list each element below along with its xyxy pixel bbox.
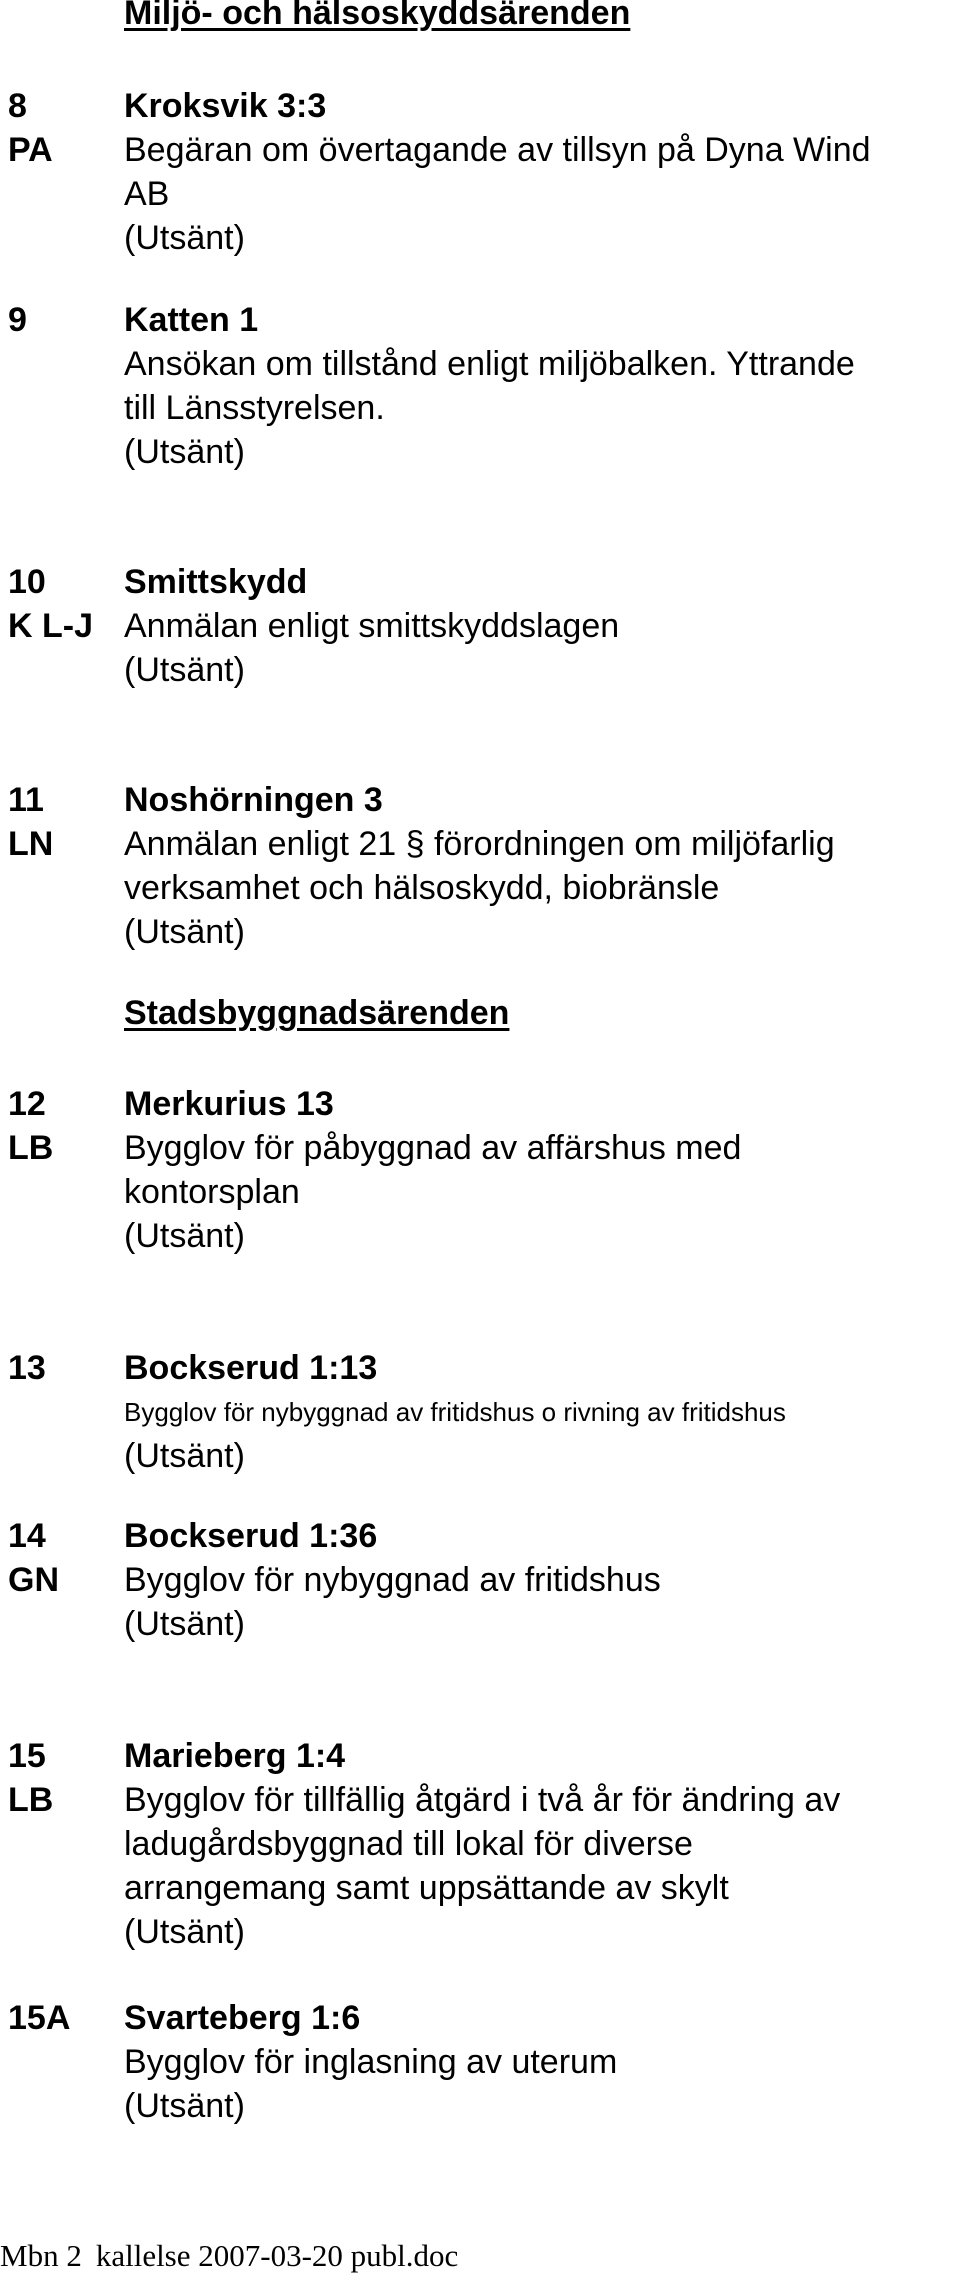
item-status: (Utsänt)	[124, 2087, 245, 2125]
list-item	[0, 84, 960, 260]
item-title: Bockserud 1:36	[124, 1517, 378, 1555]
footer-board: Mbn 2	[0, 2238, 82, 2273]
item-number: 9	[8, 301, 27, 339]
footer-filename: kallelse 2007-03-20 publ.doc	[95, 2238, 459, 2273]
item-number: 15	[8, 1737, 46, 1775]
item-text: ladugårdsbyggnad till lokal för diverse	[124, 1825, 693, 1863]
item-status: (Utsänt)	[124, 219, 245, 257]
list-item	[0, 1346, 960, 1478]
list-item	[0, 778, 960, 954]
item-text: Ansökan om tillstånd enligt miljöbalken. Yttrande	[124, 345, 855, 383]
item-title: Smittskydd	[124, 563, 308, 601]
item-title: Svarteberg 1:6	[124, 1999, 361, 2037]
list-item	[0, 1734, 960, 1954]
item-text: verksamhet och hälsoskydd, biobränsle	[124, 869, 720, 907]
item-text: Bygglov för nybyggnad av fritidshus o rivning av fritidshus	[124, 1397, 786, 1427]
item-number: 13	[8, 1349, 46, 1387]
item-code: LB	[8, 1129, 54, 1167]
item-status: (Utsänt)	[124, 651, 245, 689]
item-code: LN	[8, 825, 54, 863]
item-text: Bygglov för tillfällig åtgärd i två år för ändring av	[124, 1781, 841, 1819]
item-code: K L-J	[8, 607, 93, 645]
item-number: 8	[8, 87, 27, 125]
item-title: Kroksvik 3:3	[124, 87, 327, 125]
item-text: Anmälan enligt smittskyddslagen	[124, 607, 620, 645]
item-title: Marieberg 1:4	[124, 1737, 346, 1775]
page-footer	[0, 2238, 458, 2274]
item-status: (Utsänt)	[124, 1437, 245, 1475]
item-status: (Utsänt)	[124, 1605, 245, 1643]
item-text: arrangemang samt uppsättande av skylt	[124, 1869, 729, 1907]
item-status: (Utsänt)	[124, 913, 245, 951]
item-title: Merkurius 13	[124, 1085, 334, 1123]
item-text: kontorsplan	[124, 1173, 300, 1211]
list-item	[0, 1514, 960, 1646]
item-number: 10	[8, 563, 46, 601]
item-number: 12	[8, 1085, 46, 1123]
list-item	[0, 560, 960, 692]
section-heading-env: Miljö- och hälsoskyddsärenden	[124, 0, 631, 32]
list-item	[0, 1996, 960, 2128]
item-text: Bygglov för inglasning av uterum	[124, 2043, 618, 2081]
item-text: Begäran om övertagande av tillsyn på Dyna Wind	[124, 131, 871, 169]
item-title: Bockserud 1:13	[124, 1349, 378, 1387]
item-code: GN	[8, 1561, 59, 1599]
item-title: Noshörningen 3	[124, 781, 383, 819]
item-number: 11	[8, 781, 44, 819]
list-item	[0, 1082, 960, 1258]
item-text: AB	[124, 175, 170, 213]
item-number: 15A	[8, 1999, 71, 2037]
item-code: PA	[8, 131, 53, 169]
item-number: 14	[8, 1517, 46, 1555]
item-text: Bygglov för påbyggnad av affärshus med	[124, 1129, 742, 1167]
item-status: (Utsänt)	[124, 1217, 245, 1255]
section-heading-building: Stadsbyggnadsärenden	[124, 994, 510, 1032]
item-text: till Länsstyrelsen.	[124, 389, 385, 427]
item-text: Anmälan enligt 21 § förordningen om miljöfarlig	[124, 825, 835, 863]
item-code: LB	[8, 1781, 54, 1819]
list-item	[0, 298, 960, 474]
item-status: (Utsänt)	[124, 1913, 245, 1951]
item-text: Bygglov för nybyggnad av fritidshus	[124, 1561, 661, 1599]
item-title: Katten 1	[124, 301, 259, 339]
item-status: (Utsänt)	[124, 433, 245, 471]
